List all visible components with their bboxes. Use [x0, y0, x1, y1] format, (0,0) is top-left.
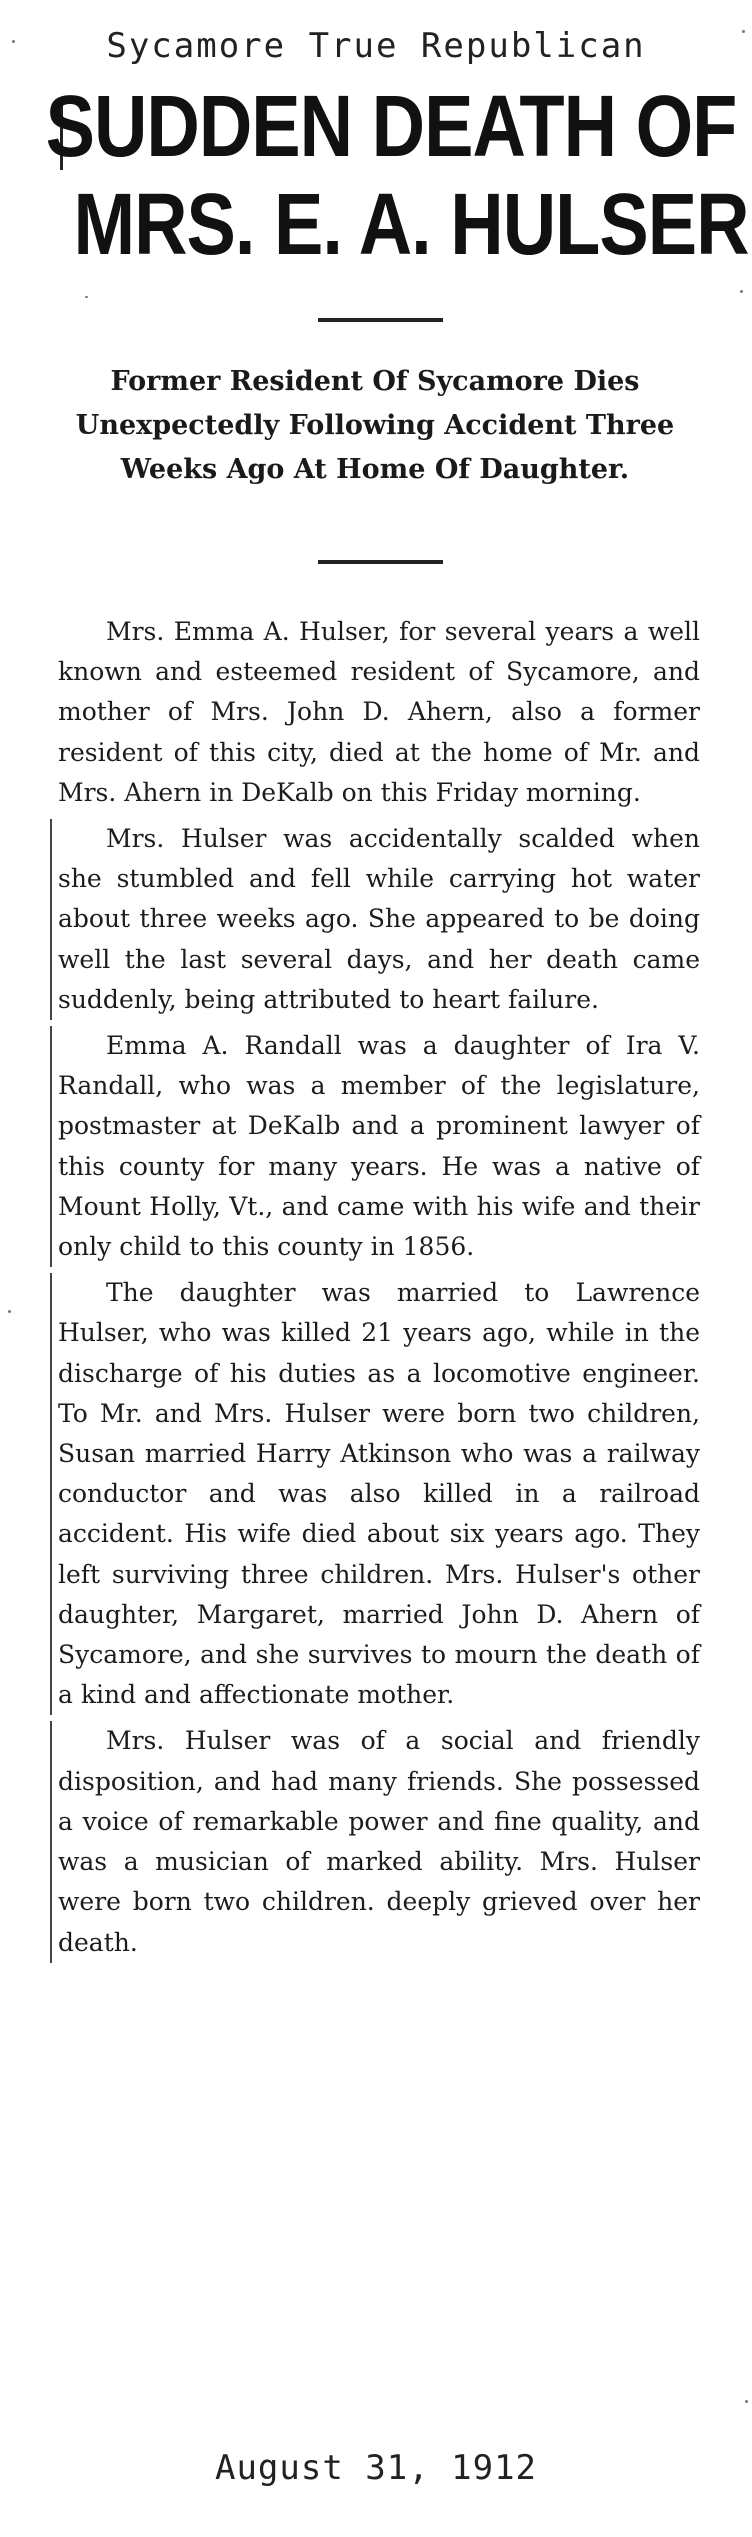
headline-divider — [318, 318, 443, 322]
headline-line-1: SUDDEN DEATH OF — [45, 76, 737, 175]
masthead: Sycamore True Republican — [106, 26, 646, 66]
article-body — [50, 612, 700, 1963]
article-paragraph: Mrs. Hulser was accidentally scalded when she stumbled and fell while carrying hot water about three weeks ago. She appeared to be doing well the last several days, and her death came suddenly, being attributed to heart failure. — [50, 819, 700, 1020]
subhead-divider — [318, 560, 443, 564]
scan-speck — [85, 296, 88, 298]
publication-date: August 31, 1912 — [214, 2448, 538, 2488]
article-paragraph: Mrs. Emma A. Hulser, for several years a well known and esteemed resident of Sycamore, and mother of Mrs. John D. Ahern, also a former resident of this city, died at the home of Mr. and Mrs. Ahern in DeKalb on this Friday morning. — [58, 617, 700, 807]
scan-speck — [12, 40, 15, 43]
article-paragraph: The daughter was married to Lawrence Hulser, who was killed 21 years ago, while in the discharge of his duties as a locomotive engineer. To Mr. and Mrs. Hulser were born two children, Susan married Harry Atkinson who was a railway conductor and was also killed in a railroad accident. His wife died about six years ago. They left surviving three children. Mrs. Hulser's other daughter, Margaret, married John D. Ahern of Sycamore, and she survives to mourn the death of a kind and affectionate mother. — [50, 1273, 700, 1715]
article-paragraph: Mrs. Hulser was of a social and friendly disposition, and had many friends. She possessed a voice of remarkable power and fine quality, and was a musician of marked ability. Mrs. Hulser were born two children. deeply grieved over her death. — [50, 1721, 700, 1962]
scan-speck — [742, 30, 745, 33]
scan-speck — [745, 2400, 748, 2403]
subheadline: Former Resident Of Sycamore Dies Unexpectedly Following Accident Three Weeks Ago At Home Of Daughter. — [75, 366, 675, 485]
headline-line-2: MRS. E. A. HULSER — [73, 174, 749, 273]
article-paragraph: Emma A. Randall was a daughter of Ira V. Randall, who was a member of the legislature, postmaster at DeKalb and a prominent lawyer of this county for many years. He was a native of Mount Holly, Vt., and came with his wife and their only child to this county in 1856. — [50, 1026, 700, 1267]
scan-speck — [8, 1310, 11, 1313]
scan-speck — [740, 290, 743, 293]
